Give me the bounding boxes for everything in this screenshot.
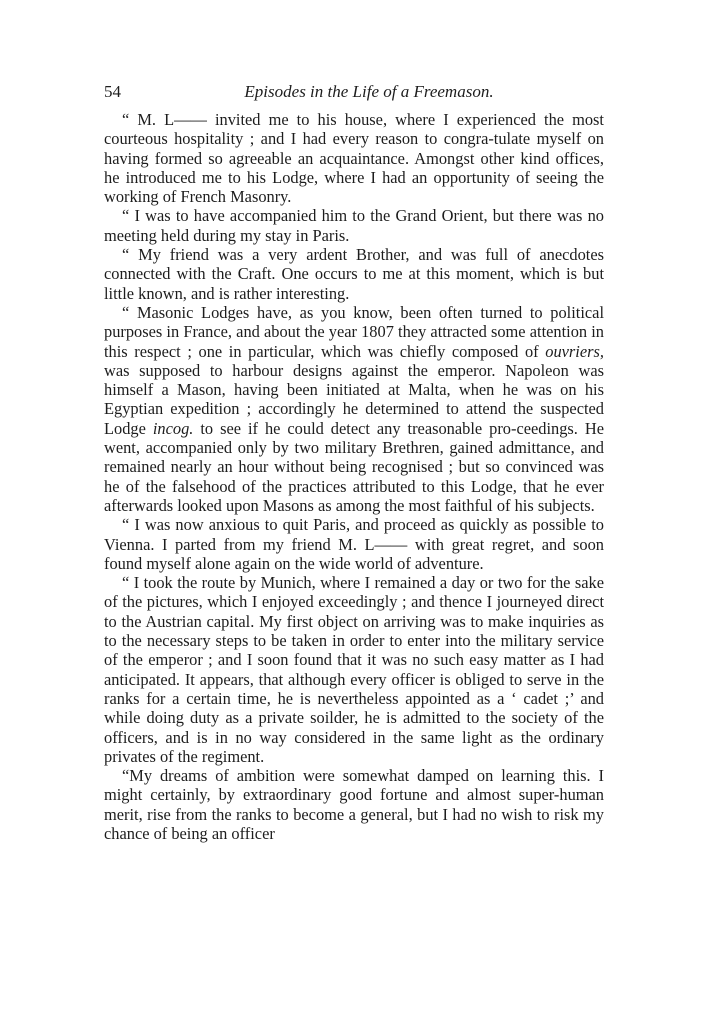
text-run: was supposed to harbour designs against the emperor. Napoleon was himself a Mason, having been initiated at Malta, when he was on his Egyptian expedition ; accordingly he determined to attend the suspected Lodge <box>104 360 604 438</box>
body-text <box>104 110 604 843</box>
running-head <box>104 80 604 104</box>
running-title: Episodes in the Life of a Freemason. <box>244 82 494 101</box>
text-run: “ M. L—— invited me to his house, where I experienced the most courteous hospitality ; and I had every reason to congra-tulate myself on having formed so agreeable an acquaintance. Amongst other kind offices, he introduced me to his Lodge, where I had an opportunity of seeing the working of French Masonry. <box>104 110 604 207</box>
paragraph <box>104 206 604 245</box>
paragraph <box>104 573 604 766</box>
text-run: “ Masonic Lodges have, as you know, been often turned to political purposes in France, and about the year 1807 they attracted some attention in this respect ; one in particular, which was chiefly composed of <box>104 302 604 361</box>
italic-text: ouvriers, <box>545 341 604 361</box>
text-run: “ I took the route by Munich, where I remained a day or two for the sake of the pictures, which I enjoyed exceedingly ; and thence I journeyed direct to the Austrian capital. My first object on arriving was to make inquiries as to the necessary steps to be taken in order to enter into the military service of the emperor ; and I soon found that it was no such easy matter as I had anticipated. It appears, that although every officer is obliged to serve in the ranks for a certain time, he is nevertheless appointed as a ‘ cadet ;’ and while doing duty as a private soilder, he is admitted to the society of the officers, and is in no way considered in the same light as the ordinary privates of the regiment. <box>104 573 604 766</box>
paragraph <box>104 245 604 303</box>
text-run: “ My friend was a very ardent Brother, and was full of anecdotes connected with the Craft. One occurs to me at this moment, which is but little known, and is rather interesting. <box>104 245 604 303</box>
italic-text: incog. <box>152 418 194 438</box>
text-run: “ I was now anxious to quit Paris, and proceed as quickly as possible to Vienna. I parted from my friend M. L—— with great regret, and soon found myself alone again on the wide world of adventure. <box>104 515 604 573</box>
paragraph <box>104 515 604 573</box>
text-run: “ I was to have accompanied him to the Grand Orient, but there was no meeting held during my stay in Paris. <box>104 206 604 245</box>
text-run: to see if he could detect any treasonable pro-ceedings. He went, accompanied only by two military Brethren, gained admittance, and remained nearly an hour without being recognised ; but so convinced was he of the falsehood of the practices attributed to this Lodge, that he ever afterwards looked upon Masons as among the most faithful of his subjects. <box>104 418 604 515</box>
paragraph <box>104 766 604 843</box>
paragraph <box>104 110 604 206</box>
text-run: “My dreams of ambition were somewhat damped on learning this. I might certainly, by extraordinary good fortune and almost super-human merit, rise from the ranks to become a general, but I had no wish to risk my chance of being an officer <box>104 766 604 843</box>
page-number: 54 <box>104 82 121 101</box>
paragraph <box>104 303 604 515</box>
